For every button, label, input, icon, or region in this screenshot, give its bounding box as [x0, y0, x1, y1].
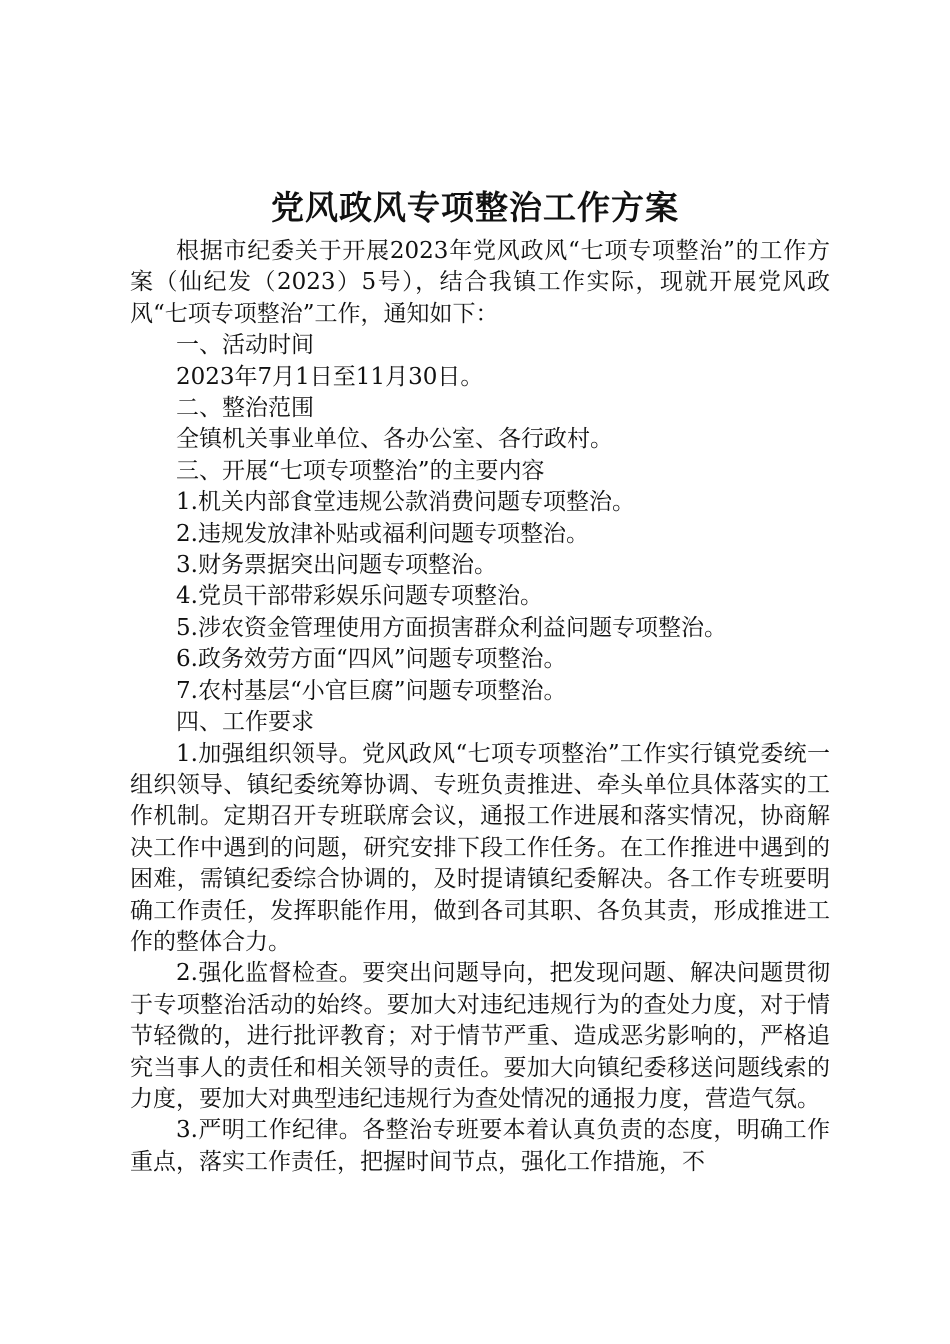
list-item: 3.财务票据突出问题专项整治。 — [176, 552, 497, 579]
requirement-paragraph: 2.强化监督检查。要突出问题导向，把发现问题、解决问题贯彻于专项整治活动的始终。要加大对违纪违规行为的查处力度，对于情节轻微的，进行批评教育；对于情节严重、造成恶劣影响的，严格追究当事人的责任和相关领导的责任。要加大向镇纪委移送问题线索的力度，要加大对典型违纪违规行为查处情况的通报力度，营造气氛。 — [130, 960, 830, 1112]
section4-heading: 四、工作要求 — [176, 709, 314, 736]
document-title: 党风政风专项整治工作方案 — [271, 188, 679, 227]
list-item: 4.党员干部带彩娱乐问题专项整治。 — [176, 583, 543, 610]
document-body — [130, 236, 830, 1178]
list-item: 5.涉农资金管理使用方面损害群众利益问题专项整治。 — [176, 614, 727, 641]
requirement-paragraph: 1.加强组织领导。党风政风“七项专项整治”工作实行镇党委统一组织领导、镇纪委统筹协调、专班负责推进、牵头单位具体落实的工作机制。定期召开专班联席会议，通报工作进展和落实情况，协商解决工作中遇到的问题，研究安排下段工作任务。在工作推进中遇到的困难，需镇纪委综合协调的，及时提请镇纪委解决。各工作专班要明确工作责任，发挥职能作用，做到各司其职、各负其责，形成推进工作的整体合力。 — [130, 740, 830, 955]
list-item: 2.违规发放津补贴或福利问题专项整治。 — [176, 520, 589, 547]
intro-paragraph: 根据市纪委关于开展2023年党风政风“七项专项整治”的工作方案（仙纪发（2023）5号），结合我镇工作实际，现就开展党风政风“七项专项整治”工作，通知如下： — [130, 238, 830, 327]
list-item: 1.机关内部食堂违规公款消费问题专项整治。 — [176, 489, 635, 516]
section1-content: 2023年7月1日至11月30日。 — [176, 363, 484, 390]
requirement-paragraph: 3.严明工作纪律。各整治专班要本着认真负责的态度，明确工作重点，落实工作责任，把握时间节点，强化工作措施，不 — [130, 1117, 830, 1175]
section2-content: 全镇机关事业单位、各办公室、各行政村。 — [176, 426, 613, 453]
section3-heading: 三、开展“七项专项整治”的主要内容 — [176, 457, 545, 484]
list-item: 7.农村基层“小官巨腐”问题专项整治。 — [176, 677, 567, 704]
section1-heading: 一、活动时间 — [176, 332, 314, 359]
list-item: 6.政务效劳方面“四风”问题专项整治。 — [176, 646, 567, 673]
section2-heading: 二、整治范围 — [176, 395, 314, 422]
